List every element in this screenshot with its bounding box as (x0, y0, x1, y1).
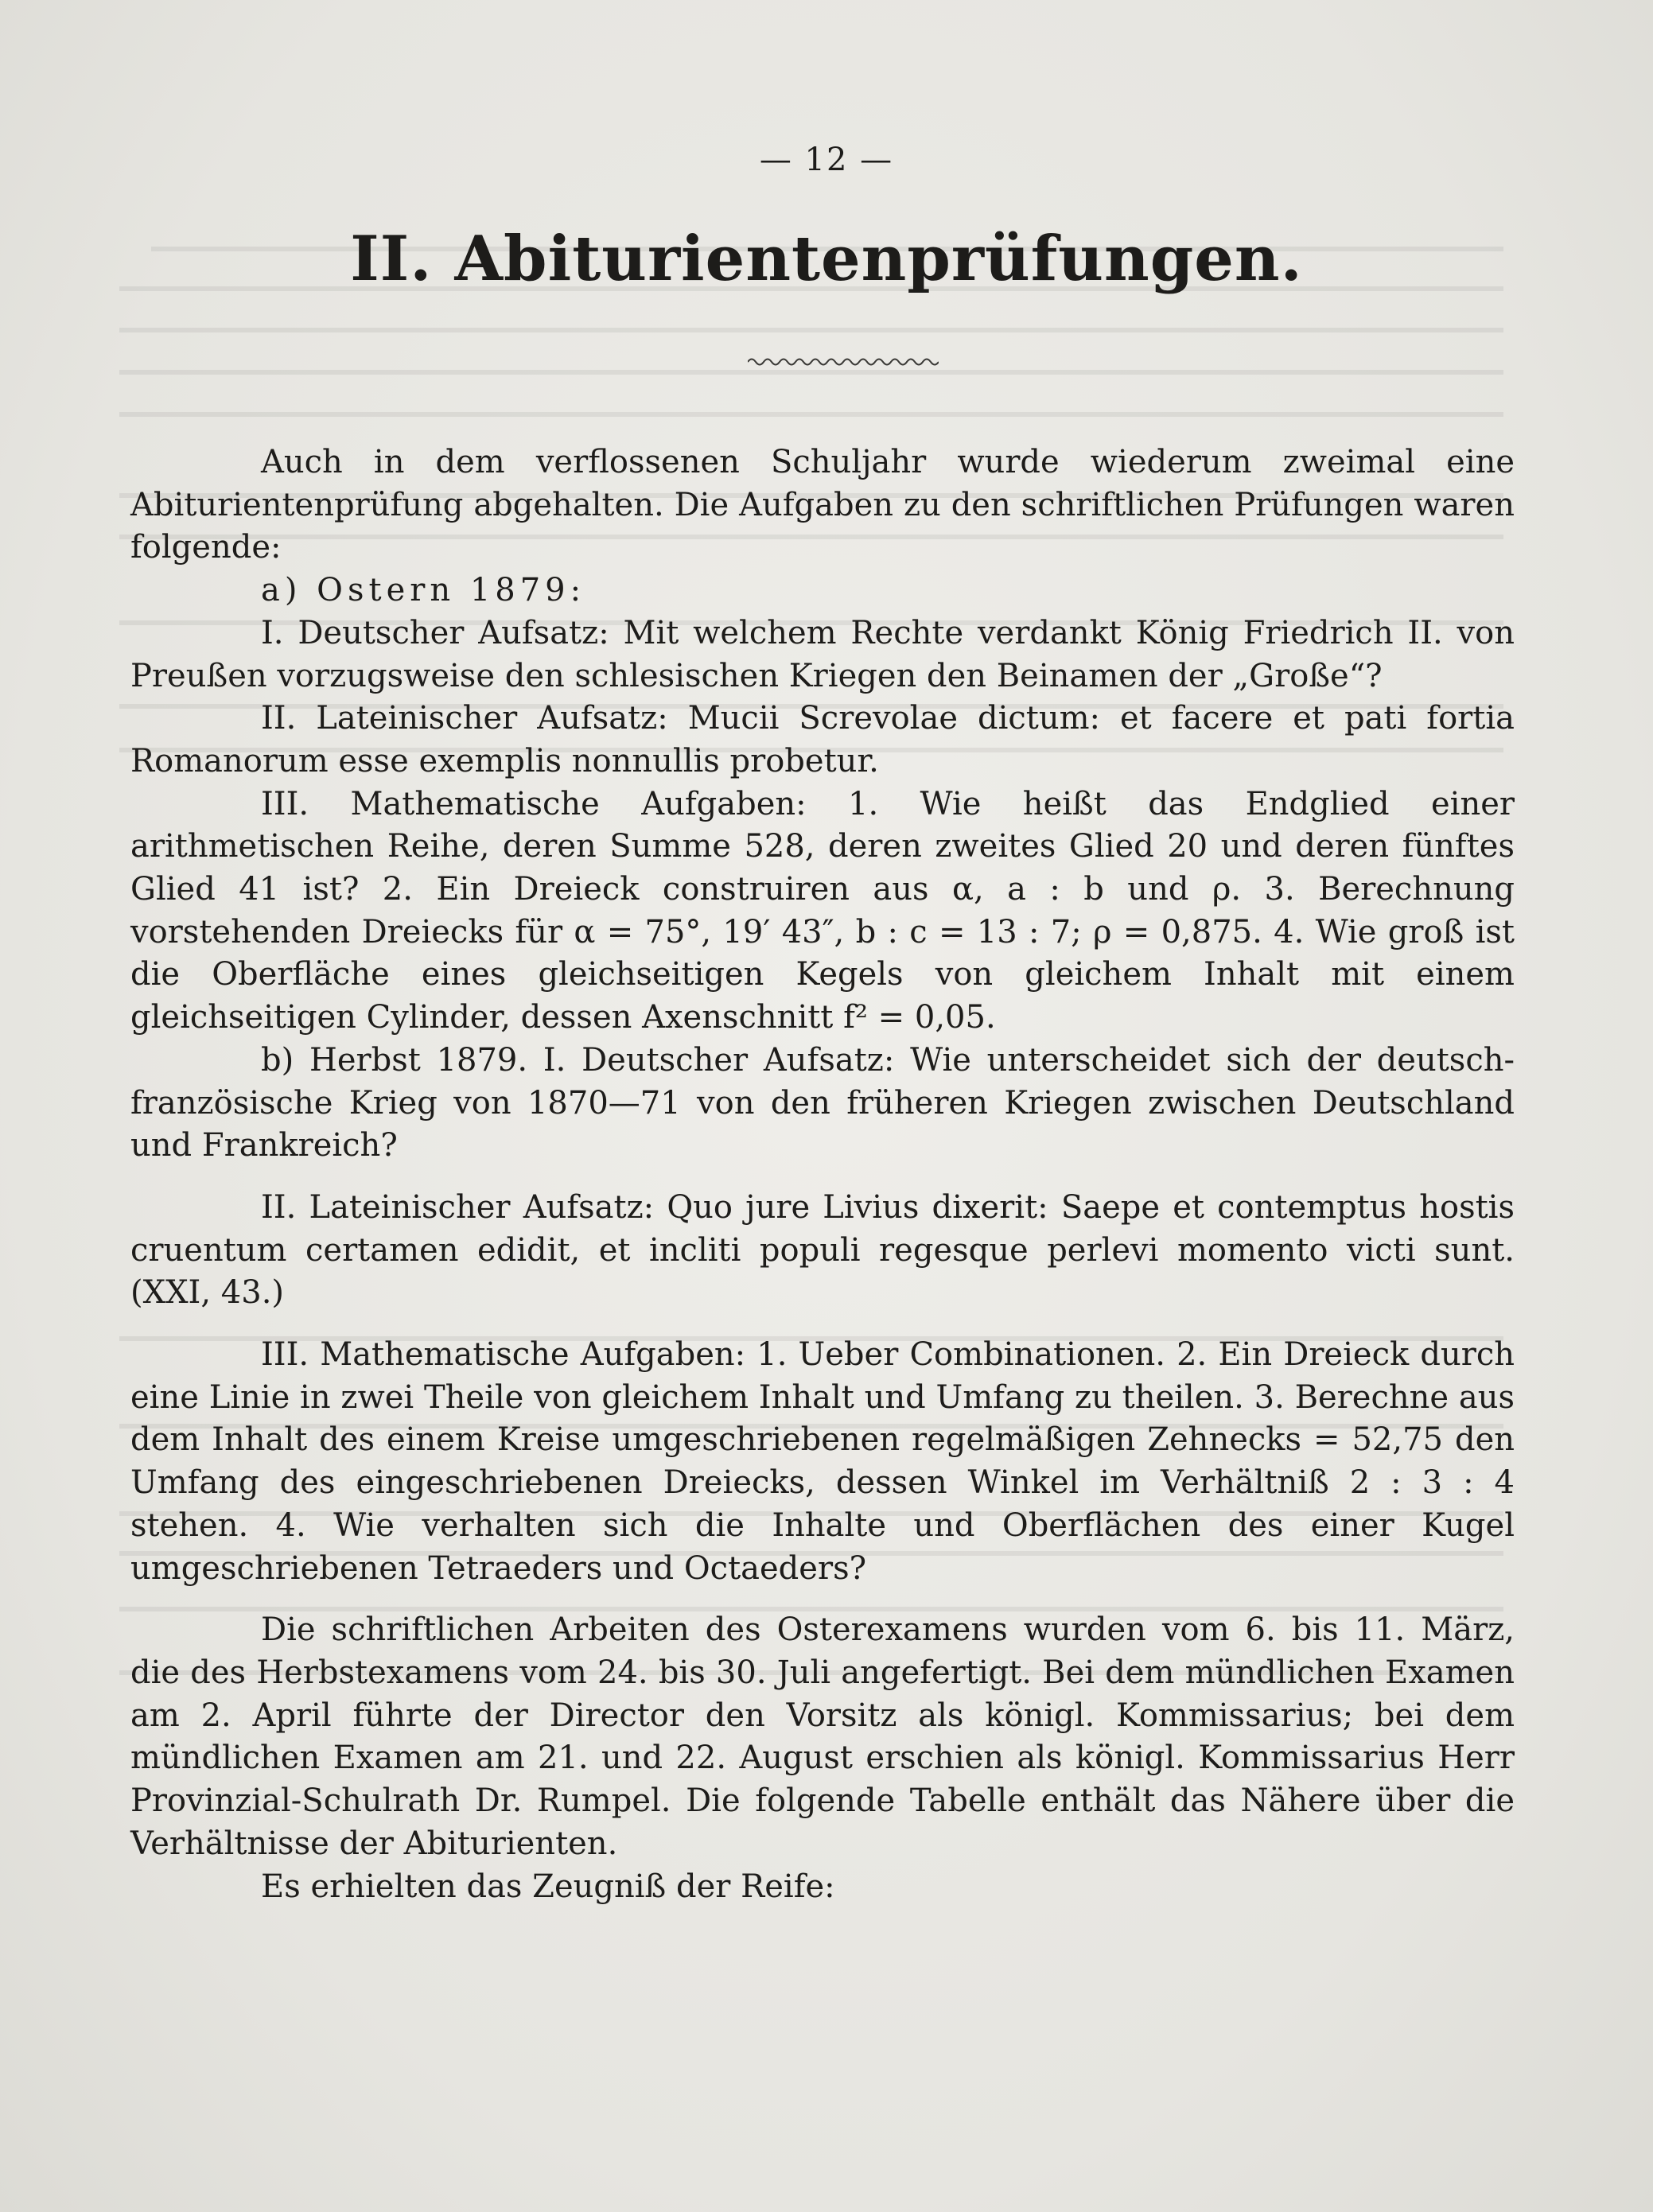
paragraph-herbst-mathematik: III. Mathematische Aufgaben: 1. Ueber Combinationen. 2. Ein Dreieck durch eine Linie in zwei Theile von gleichem Inhalt und Umfang zu theilen. 3. Berechne aus dem Inhalt des einem Kreise umgeschriebenen regelmäßigen Zehnecks = 52,75 den Umfang des eingeschriebenen Dreiecks, dessen Winkel im Verhältniß 2 : 3 : 4 stehen. 4. Wie verhalten sich die Inhalte und Oberflächen des einer Kugel umgeschriebenen Tetraeders und Octaeders? (130, 1336, 1515, 1587)
section-heading: II. Abiturientenprüfungen. (350, 223, 1303, 295)
paragraph-ostern-aufsatz-latein: II. Lateinischer Aufsatz: Mucii Screvolae dictum: et facere et pati fortia Romanorum esse exemplis nonnullis probetur. (130, 700, 1515, 779)
wavy-rule (748, 356, 939, 367)
paragraph-ostern-label: a) Ostern 1879: (261, 572, 586, 609)
body-text (130, 441, 1515, 1908)
paragraph-ostern-mathematik: III. Mathematische Aufgaben: 1. Wie heißt das Endglied einer arithmetischen Reihe, deren Summe 528, deren zweites Glied 20 und deren fünftes Glied 41 ist? 2. Ein Dreieck construiren aus α, a : b und ρ. 3. Berechnung vorstehenden Dreiecks für α = 75°, 19′ 43″, b : c = 13 : 7; ρ = 0,875. 4. Wie groß ist die Oberfläche eines gleichseitigen Kegels von gleichem Inhalt mit einem gleichseitigen Cylinder, dessen Axenschnitt f² = 0,05. (130, 785, 1515, 1036)
paragraph-zeugniss: Es erhielten das Zeugniß der Reife: (261, 1868, 835, 1905)
paragraph-intro: Auch in dem verflossenen Schuljahr wurde wiederum zweimal eine Abiturientenprüfung abgehalten. Die Aufgaben zu den schriftlichen Prüfungen waren folgende: (130, 444, 1515, 566)
paragraph-arbeiten: Die schriftlichen Arbeiten des Osterexamens wurden vom 6. bis 11. März, die des Herbstexamens vom 24. bis 30. Juli angefertigt. Bei dem mündlichen Examen am 2. April führte der Director den Vorsitz als königl. Kommissarius; bei dem mündlichen Examen am 21. und 22. August erschien als königl. Kommissarius Herr Provinzial-Schulrath Dr. Rumpel. Die folgende Tabelle enthält das Nähere über die Verhältnisse der Abiturienten. (130, 1611, 1515, 1862)
paragraph-herbst-aufsatz-latein: II. Lateinischer Aufsatz: Quo jure Livius dixerit: Saepe et contemptus hostis cruentum certamen edidit, et incliti populi regesque perlevi momento victi sunt. (XXI, 43.) (130, 1188, 1515, 1312)
paragraph-ostern-aufsatz-deutsch: I. Deutscher Aufsatz: Mit welchem Rechte verdankt König Friedrich II. von Preußen vorzugsweise den schlesischen Kriegen den Beinamen der „Große“? (130, 614, 1515, 694)
page-number: — 12 — (759, 142, 894, 178)
paragraph-herbst-aufsatz-deutsch: b) Herbst 1879. I. Deutscher Aufsatz: Wie unterscheidet sich der deutsch-französische Krieg von 1870—71 von den früheren Kriegen zwischen Deutschland und Frankreich? (130, 1041, 1515, 1164)
